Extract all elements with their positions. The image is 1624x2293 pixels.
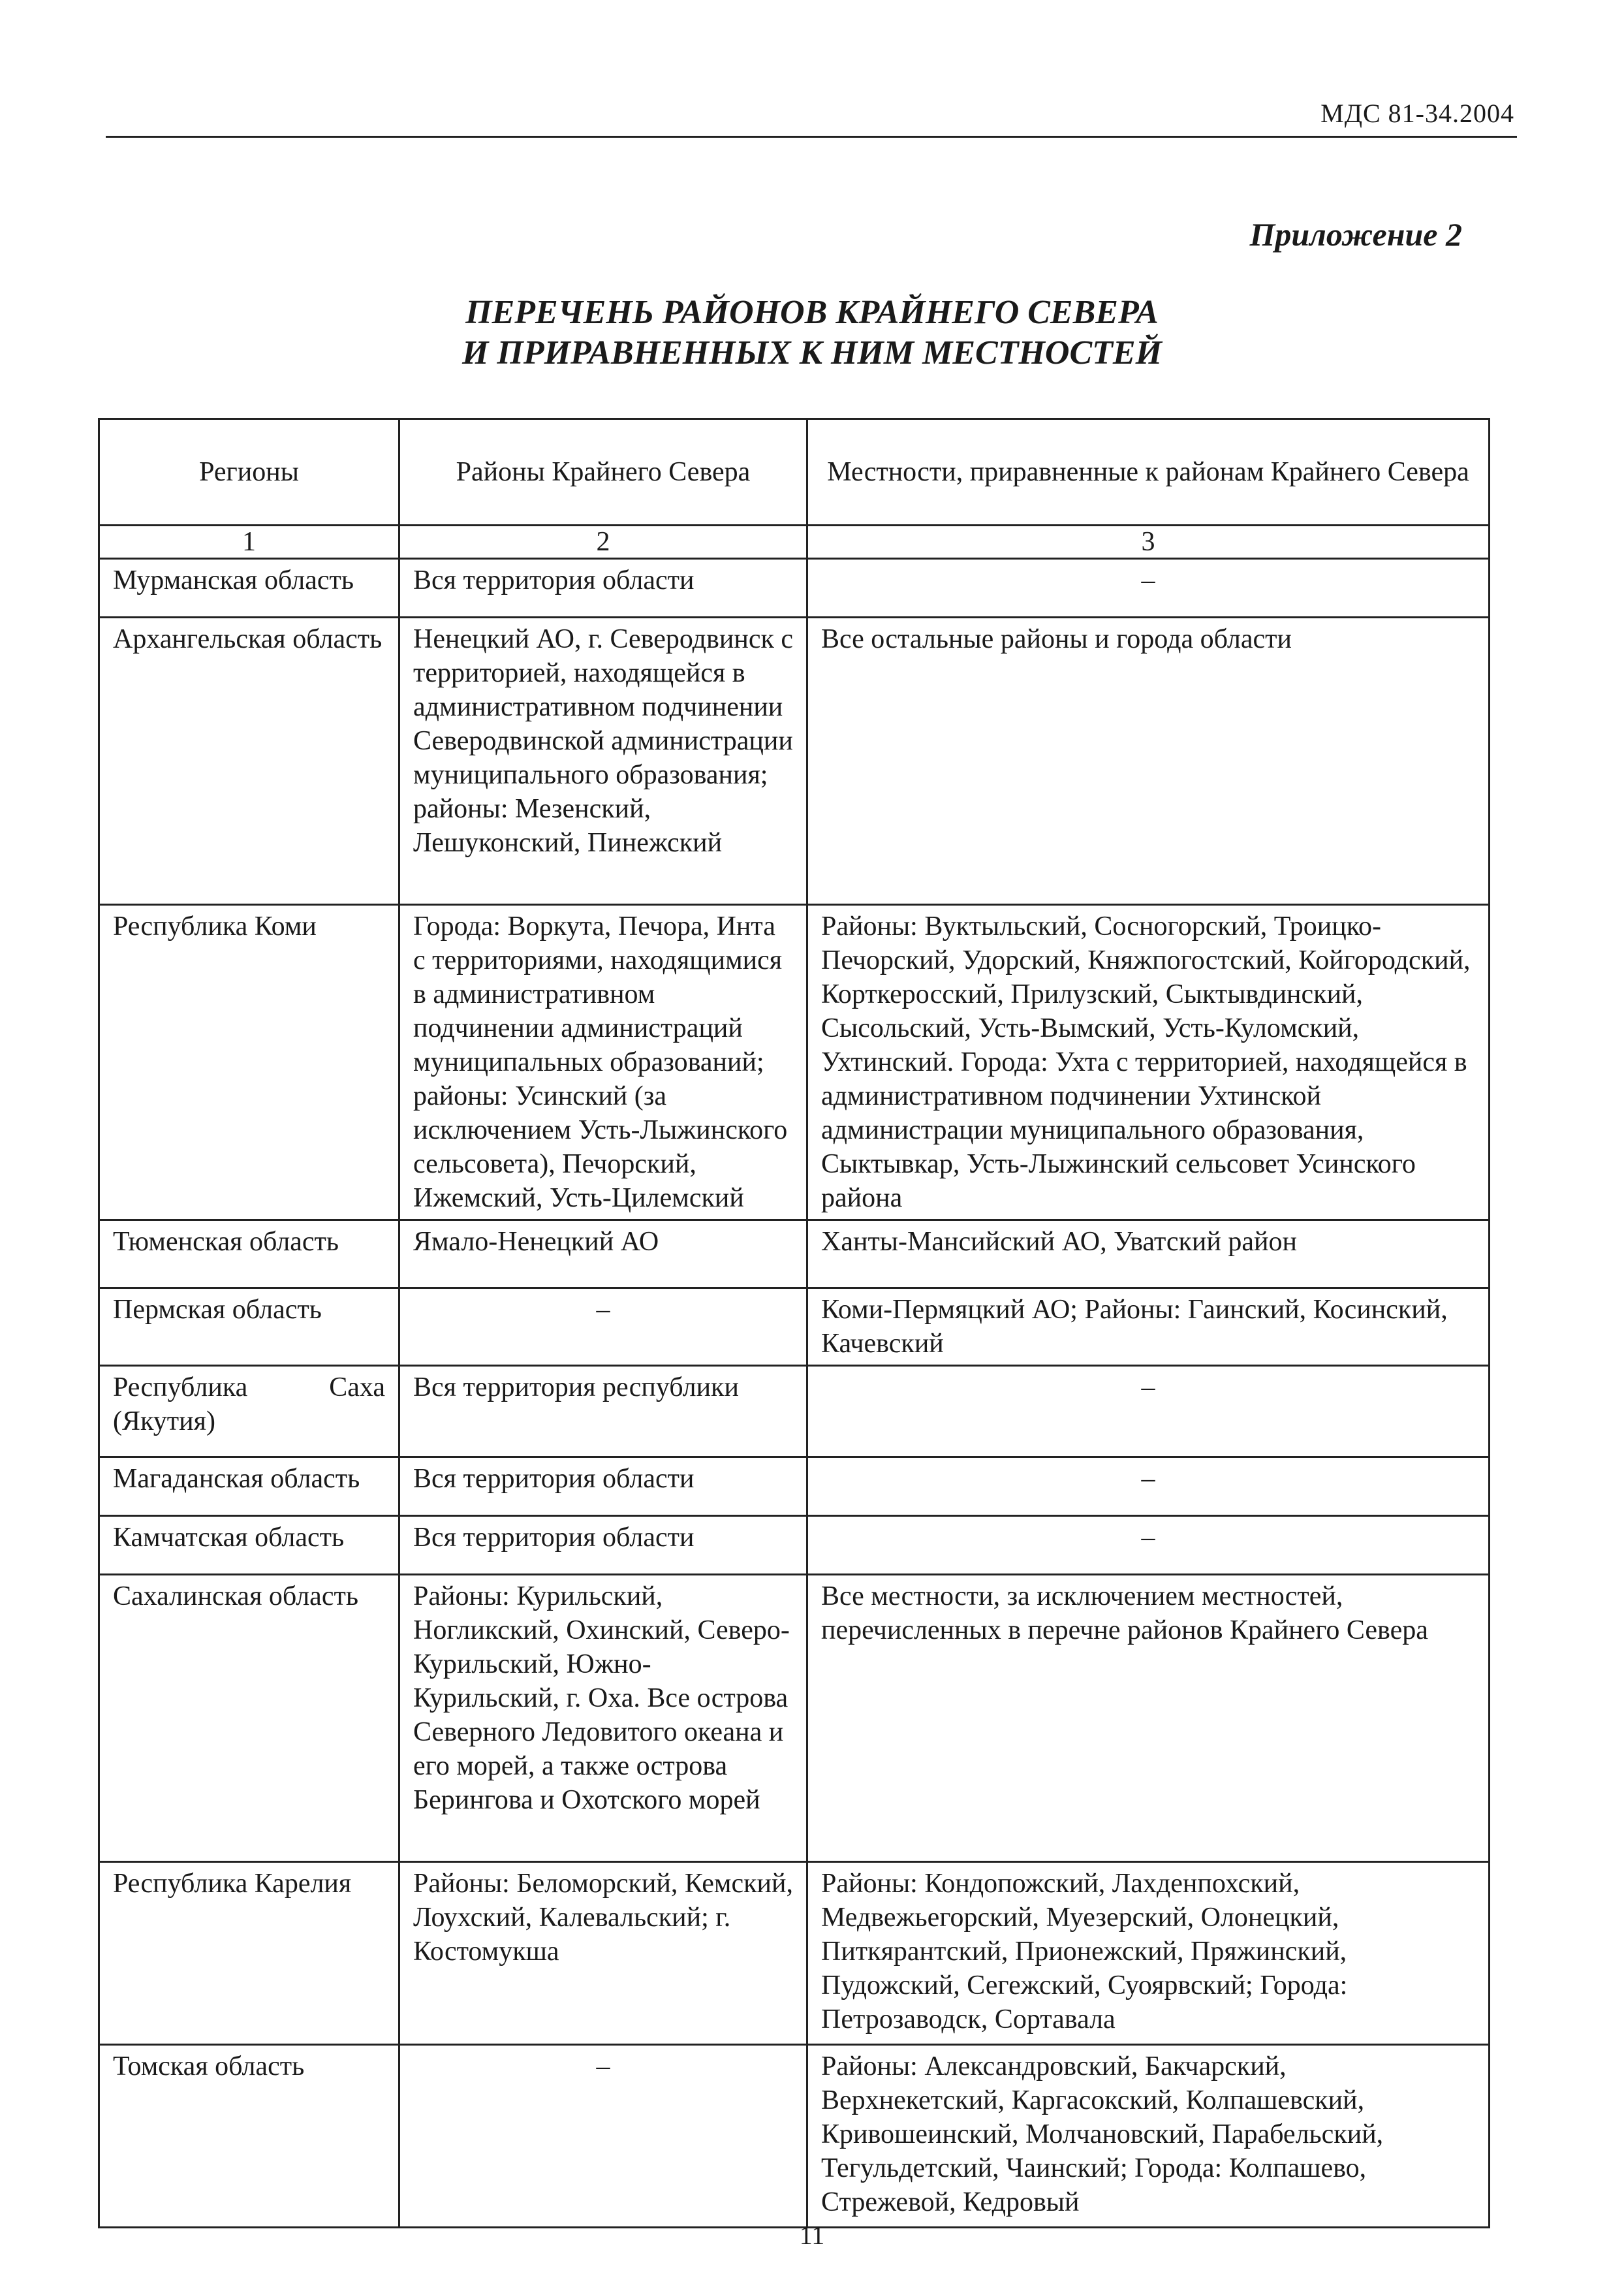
region-cell: Пермская область [99, 1288, 399, 1366]
header-regions: Регионы [99, 419, 399, 526]
header-equivalent: Местности, приравненные к районам Крайнего Севера [807, 419, 1490, 526]
table-row [99, 1575, 1490, 1862]
table-row [99, 1288, 1490, 1366]
equivalent-cell: – [807, 1457, 1490, 1516]
far-north-cell: Вся территория области [399, 1457, 807, 1516]
region-cell: Архангельская область [99, 618, 399, 905]
equivalent-cell: Все местности, за исключением местностей, перечисленных в перечне районов Крайнего Севера [807, 1575, 1490, 1862]
far-north-cell: Районы: Беломорский, Кемский, Лоухский, Калевальский; г. Костомукша [399, 1862, 807, 2045]
equivalent-cell: – [807, 1516, 1490, 1575]
table-row [99, 1220, 1490, 1288]
region-cell: Мурманская область [99, 559, 399, 618]
far-north-cell: Вся территория области [399, 1516, 807, 1575]
far-north-cell: – [399, 1288, 807, 1366]
equivalent-cell: Районы: Вуктыльский, Сосногорский, Троицко-Печорский, Удорский, Княжпогостский, Койгородский, Корткеросский, Прилузский, Сыктывдинский, Сысольский, Усть-Вымский, Усть-Куломский, Ухтинский. Города: Ухта с территорией, находящейся в административном подчинении Ухтинской администрации муниципального образования, Сыктывкар, Усть-Лыжинский сельсовет Усинского района [807, 905, 1490, 1220]
title-line-2: И ПРИРАВНЕННЫХ К НИМ МЕСТНОСТЕЙ [461, 334, 1163, 372]
page-number: 11 [799, 2221, 825, 2250]
table-row [99, 2045, 1490, 2228]
appendix-label: Приложение 2 [1249, 216, 1462, 253]
region-cell: Республика Карелия [99, 1862, 399, 2045]
page-title [0, 293, 1624, 373]
column-number: 1 [99, 526, 399, 559]
column-number: 2 [399, 526, 807, 559]
equivalent-cell: Ханты-Мансийский АО, Уватский район [807, 1220, 1490, 1288]
far-north-cell: Города: Воркута, Печора, Инта с территориями, находящимися в административном подчинении администраций муниципальных образований; районы: Усинский (за исключением Усть-Лыжинского сельсовета), Печорский, Ижемский, Усть-Цилемский [399, 905, 807, 1220]
equivalent-cell: Районы: Кондопожский, Лахденпохский, Медвежьегорский, Муезерский, Олонецкий, Питкярантский, Прионежский, Пряжинский, Пудожский, Сегежский, Суоярвский; Города: Петрозаводск, Сортавала [807, 1862, 1490, 2045]
table-row [99, 1516, 1490, 1575]
far-north-cell: Вся территория области [399, 559, 807, 618]
column-number-row [99, 526, 1490, 559]
region-cell: Тюменская область [99, 1220, 399, 1288]
far-north-cell: Ямало-Ненецкий АО [399, 1220, 807, 1288]
table-row [99, 559, 1490, 618]
far-north-cell: Районы: Курильский, Ногликский, Охинский, Северо-Курильский, Южно-Курильский, г. Оха. Все острова Северного Ледовитого океана и его морей, а также острова Берингова и Охотского морей [399, 1575, 807, 1862]
table-header-row [99, 419, 1490, 526]
table-row [99, 618, 1490, 905]
region-cell: Республика Коми [99, 905, 399, 1220]
table-row [99, 1457, 1490, 1516]
region-cell: Сахалинская область [99, 1575, 399, 1862]
table-row [99, 905, 1490, 1220]
table-row [99, 1862, 1490, 2045]
region-cell: Республика Саха (Якутия) [99, 1366, 399, 1457]
far-north-cell: Ненецкий АО, г. Северодвинск с территорией, находящейся в административном подчинении Северодвинской администрации муниципального образования; районы: Мезенский, Лешуконский, Пинежский [399, 618, 807, 905]
far-north-cell: – [399, 2045, 807, 2228]
equivalent-cell: – [807, 559, 1490, 618]
title-line-1: ПЕРЕЧЕНЬ РАЙОНОВ КРАЙНЕГО СЕВЕРА [465, 294, 1159, 331]
header-rule [106, 136, 1517, 138]
column-number: 3 [807, 526, 1490, 559]
region-cell: Магаданская область [99, 1457, 399, 1516]
equivalent-cell: – [807, 1366, 1490, 1457]
regions-table [98, 418, 1490, 2228]
equivalent-cell: Все остальные районы и города области [807, 618, 1490, 905]
document-code: МДС 81-34.2004 [1320, 99, 1514, 128]
header-far-north: Районы Крайнего Севера [399, 419, 807, 526]
region-cell: Томская область [99, 2045, 399, 2228]
equivalent-cell: Районы: Александровский, Бакчарский, Верхнекетский, Каргасокский, Колпашевский, Кривошеинский, Молчановский, Парабельский, Тегульдетский, Чаинский; Города: Колпашево, Стрежевой, Кедровый [807, 2045, 1490, 2228]
far-north-cell: Вся территория республики [399, 1366, 807, 1457]
equivalent-cell: Коми-Пермяцкий АО; Районы: Гаинский, Косинский, Качевский [807, 1288, 1490, 1366]
table-row [99, 1366, 1490, 1457]
region-cell: Камчатская область [99, 1516, 399, 1575]
